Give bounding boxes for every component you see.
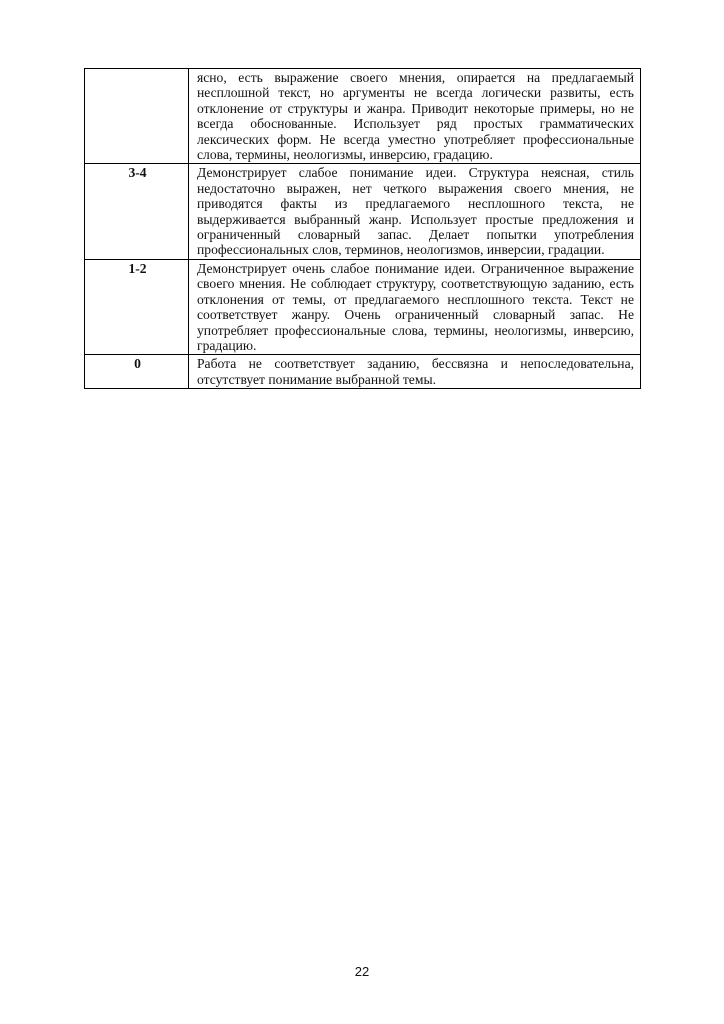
score-cell (85, 69, 189, 164)
table-row (85, 355, 641, 389)
description-cell: Демонстрирует слабое понимание идеи. Структура неясная, стиль недостаточно выражен, нет четкого выражения своего мнения, не приводятся факты из предлагаемого несплошного текста, не выдерживается выбранный жанр. Использует простые предложения и ограниченный словарный запас. Делает попытки употребления профессиональных слов, терминов, неологизмов, инверсии, градации. (189, 164, 641, 259)
table-row (85, 69, 641, 164)
rubric-table (84, 68, 641, 389)
page-number: 22 (354, 964, 370, 979)
table-row (85, 164, 641, 259)
description-cell: Работа не соответствует заданию, бессвязна и непоследовательна, отсутствует понимание выбранной темы. (189, 355, 641, 389)
score-cell: 0 (85, 355, 189, 389)
description-cell: ясно, есть выражение своего мнения, опирается на предлагаемый несплошной текст, но аргументы не всегда логически развиты, есть отклонение от структуры и жанра. Приводит некоторые примеры, но не всегда обоснованные. Использует ряд простых грамматических лексических форм. Не всегда уместно употребляет профессиональные слова, термины, неологизмы, инверсию, градацию. (189, 69, 641, 164)
table-row (85, 259, 641, 354)
description-cell: Демонстрирует очень слабое понимание идеи. Ограниченное выражение своего мнения. Не соблюдает структуру, соответствующую заданию, есть отклонения от темы, от предлагаемого несплошного текста. Текст не соответствует жанру. Очень ограниченный словарный запас. Не употребляет профессиональные слова, термины, неологизмы, инверсию, градацию. (189, 259, 641, 354)
score-cell: 1-2 (85, 259, 189, 354)
score-cell: 3-4 (85, 164, 189, 259)
